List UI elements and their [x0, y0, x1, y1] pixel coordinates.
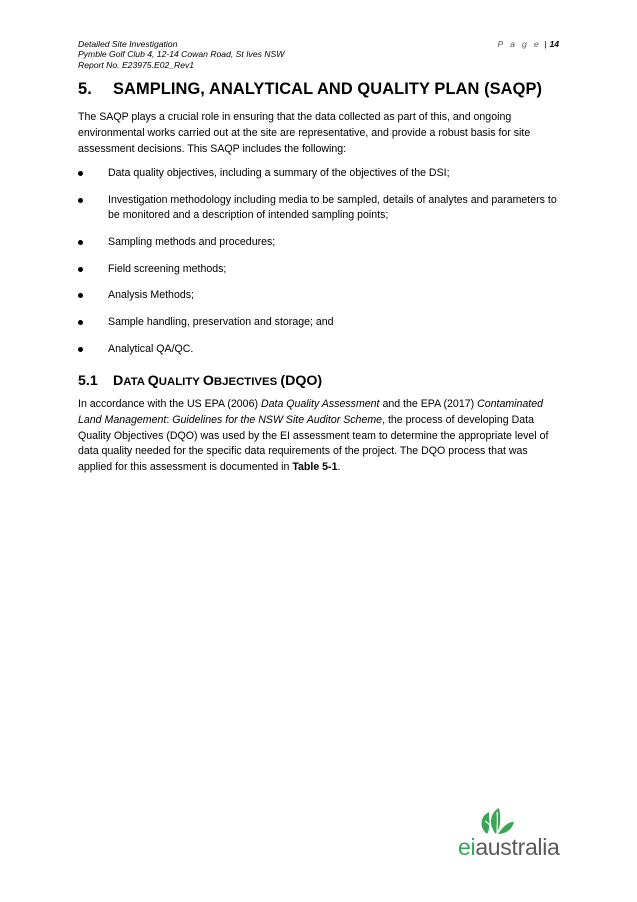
reference-title: Data Quality Assessment	[260, 398, 380, 410]
list-item-text: Analysis Methods;	[108, 289, 194, 302]
section-intro-paragraph: The SAQP plays a crucial role in ensuring that the data collected as part of this, and ongoing environmental works carried out at the site are representative, and provide a robust basis for site assessment decisions. This SAQP includes the following:	[78, 111, 531, 155]
bullet-icon	[78, 267, 83, 272]
table-reference: Table 5-1	[292, 461, 338, 474]
reference-title: Contaminated Land Management	[78, 398, 544, 426]
page-separator: |	[544, 39, 547, 49]
list-item	[78, 315, 563, 331]
list-item	[78, 262, 563, 278]
header-report-number: Report No. E23975.E02_Rev1	[78, 59, 195, 70]
list-item-text: Analytical QA/QC.	[108, 342, 194, 355]
reference-title: Guidelines for the NSW Site Auditor Scheme	[172, 413, 383, 426]
subsection-heading	[78, 373, 322, 389]
bullet-icon	[78, 171, 83, 176]
subsection-title: DATA QUALITY OBJECTIVES (DQO)	[113, 373, 323, 389]
leaf-icon	[477, 806, 515, 836]
section-title: SAMPLING, ANALYTICAL AND QUALITY PLAN (SAQP)	[113, 80, 543, 98]
dqo-paragraph: In accordance with the US EPA (2006) Data Quality Assessment and the EPA (2017) Contaminated Land Management: Guidelines for the NSW Site Auditor Scheme, the process of developing Data Quality Objectives (DQO) was used by the EI assessment team to determine the appropriate level of data quality needed for the specific data requirements of the project. The DQO process that was applied for this assessment is documented in Table 5-1.	[78, 398, 549, 474]
header-document-title: Detailed Site Investigation	[78, 39, 178, 49]
bullet-icon	[78, 347, 83, 352]
company-logo	[458, 806, 562, 862]
list-item-text: Data quality objectives, including a summary of the objectives of the DSI;	[108, 167, 450, 179]
list-item	[78, 342, 563, 358]
page-number: 14	[549, 39, 559, 49]
bullet-icon	[78, 240, 83, 245]
list-item-text: Sampling methods and procedures;	[108, 235, 276, 248]
section-number: 5.	[78, 80, 92, 98]
subsection-number: 5.1	[78, 373, 98, 389]
bullet-icon	[78, 320, 83, 325]
list-item	[78, 166, 563, 182]
logo-wordmark: eiaustralia	[458, 834, 560, 860]
list-item	[78, 193, 563, 224]
list-item	[78, 235, 563, 251]
header-site-address: Pymble Golf Club 4, 12-14 Cowan Road, St Ives NSW	[78, 49, 285, 60]
list-item-text: Investigation methodology including media to be sampled, details of analytes and parameters to be monitored and a description of intended sampling points;	[108, 193, 557, 222]
page-label: P a g e	[497, 39, 542, 49]
page-indicator	[497, 39, 559, 49]
page-header	[78, 39, 559, 70]
section-heading	[78, 80, 542, 99]
bullet-icon	[78, 293, 83, 298]
bullet-icon	[78, 198, 83, 203]
list-item-text: Sample handling, preservation and storage; and	[108, 315, 334, 328]
list-item	[78, 288, 563, 304]
list-item-text: Field screening methods;	[108, 262, 227, 275]
saqp-contents-list	[78, 166, 563, 368]
